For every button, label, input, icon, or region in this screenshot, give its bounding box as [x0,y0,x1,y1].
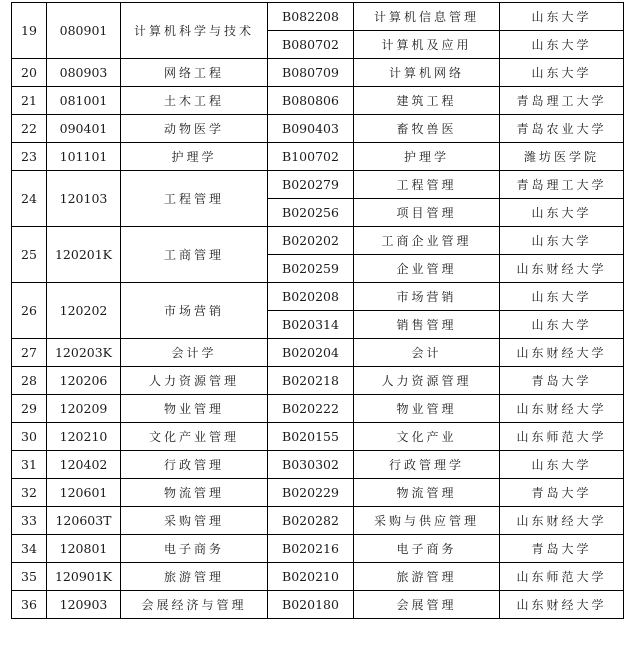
major-code-cell: 120903 [47,591,121,619]
exam-code-cell: B080709 [268,59,354,87]
row-number-cell: 34 [12,535,47,563]
exam-code-cell: B020210 [268,563,354,591]
exam-code-cell: B080806 [268,87,354,115]
table-row [12,87,624,115]
exam-name-cell: 行政管理学 [354,451,500,479]
school-cell: 青岛理工大学 [500,87,624,115]
exam-code-cell: B020229 [268,479,354,507]
major-name-cell: 旅游管理 [121,563,268,591]
school-cell: 山东大学 [500,311,624,339]
major-code-cell: 120901K [47,563,121,591]
major-name-cell: 计算机科学与技术 [121,3,268,59]
school-cell: 山东财经大学 [500,255,624,283]
exam-name-cell: 会展管理 [354,591,500,619]
major-name-cell: 文化产业管理 [121,423,268,451]
table-body [12,3,624,619]
exam-name-cell: 计算机网络 [354,59,500,87]
major-code-cell: 101101 [47,143,121,171]
exam-name-cell: 会计 [354,339,500,367]
table-row [12,591,624,619]
exam-name-cell: 建筑工程 [354,87,500,115]
major-code-cell: 120201K [47,227,121,283]
table-row [12,563,624,591]
row-number-cell: 22 [12,115,47,143]
school-cell: 山东财经大学 [500,591,624,619]
exam-name-cell: 文化产业 [354,423,500,451]
school-cell: 山东大学 [500,3,624,31]
table-row [12,367,624,395]
exam-code-cell: B020218 [268,367,354,395]
major-code-cell: 120209 [47,395,121,423]
school-cell: 山东师范大学 [500,423,624,451]
table-row [12,395,624,423]
major-name-cell: 土木工程 [121,87,268,115]
exam-code-cell: B020279 [268,171,354,199]
exam-code-cell: B090403 [268,115,354,143]
row-number-cell: 25 [12,227,47,283]
major-name-cell: 工商管理 [121,227,268,283]
row-number-cell: 36 [12,591,47,619]
exam-code-cell: B020202 [268,227,354,255]
school-cell: 山东大学 [500,227,624,255]
school-cell: 山东大学 [500,59,624,87]
exam-name-cell: 工程管理 [354,171,500,199]
exam-name-cell: 畜牧兽医 [354,115,500,143]
exam-name-cell: 旅游管理 [354,563,500,591]
major-code-cell: 120210 [47,423,121,451]
table-row [12,451,624,479]
major-name-cell: 护理学 [121,143,268,171]
major-code-cell: 090401 [47,115,121,143]
exam-code-cell: B020204 [268,339,354,367]
major-name-cell: 采购管理 [121,507,268,535]
exam-name-cell: 市场营销 [354,283,500,311]
major-name-cell: 人力资源管理 [121,367,268,395]
exam-code-cell: B020256 [268,199,354,227]
exam-name-cell: 物业管理 [354,395,500,423]
school-cell: 山东财经大学 [500,507,624,535]
school-cell: 山东师范大学 [500,563,624,591]
major-code-cell: 120801 [47,535,121,563]
row-number-cell: 27 [12,339,47,367]
row-number-cell: 32 [12,479,47,507]
table-row [12,479,624,507]
major-code-cell: 080903 [47,59,121,87]
school-cell: 山东大学 [500,199,624,227]
row-number-cell: 28 [12,367,47,395]
row-number-cell: 35 [12,563,47,591]
row-number-cell: 33 [12,507,47,535]
table-row [12,115,624,143]
school-cell: 青岛农业大学 [500,115,624,143]
major-code-cell: 120601 [47,479,121,507]
table-row [12,423,624,451]
exam-code-cell: B020180 [268,591,354,619]
row-number-cell: 31 [12,451,47,479]
exam-name-cell: 采购与供应管理 [354,507,500,535]
school-cell: 山东大学 [500,283,624,311]
major-name-cell: 工程管理 [121,171,268,227]
exam-code-cell: B020222 [268,395,354,423]
exam-name-cell: 电子商务 [354,535,500,563]
row-number-cell: 30 [12,423,47,451]
exam-name-cell: 企业管理 [354,255,500,283]
row-number-cell: 20 [12,59,47,87]
exam-name-cell: 计算机及应用 [354,31,500,59]
exam-code-cell: B020155 [268,423,354,451]
major-code-cell: 120202 [47,283,121,339]
exam-name-cell: 护理学 [354,143,500,171]
major-name-cell: 市场营销 [121,283,268,339]
table-row [12,171,624,199]
table-row [12,507,624,535]
school-cell: 青岛大学 [500,535,624,563]
school-cell: 潍坊医学院 [500,143,624,171]
exam-code-cell: B080702 [268,31,354,59]
school-cell: 山东财经大学 [500,339,624,367]
exam-code-cell: B020259 [268,255,354,283]
major-name-cell: 会展经济与管理 [121,591,268,619]
major-code-cell: 120206 [47,367,121,395]
table-row [12,535,624,563]
school-cell: 青岛理工大学 [500,171,624,199]
row-number-cell: 24 [12,171,47,227]
exam-code-cell: B082208 [268,3,354,31]
exam-code-cell: B020208 [268,283,354,311]
major-code-cell: 081001 [47,87,121,115]
school-cell: 山东财经大学 [500,395,624,423]
major-name-cell: 电子商务 [121,535,268,563]
school-cell: 青岛大学 [500,479,624,507]
exam-name-cell: 计算机信息管理 [354,3,500,31]
major-code-cell: 120103 [47,171,121,227]
exam-code-cell: B020282 [268,507,354,535]
table-row [12,339,624,367]
major-name-cell: 网络工程 [121,59,268,87]
major-code-cell: 120603T [47,507,121,535]
row-number-cell: 29 [12,395,47,423]
exam-code-cell: B030302 [268,451,354,479]
row-number-cell: 23 [12,143,47,171]
exam-name-cell: 项目管理 [354,199,500,227]
exam-name-cell: 工商企业管理 [354,227,500,255]
major-name-cell: 会计学 [121,339,268,367]
major-code-cell: 120402 [47,451,121,479]
school-cell: 山东大学 [500,451,624,479]
row-number-cell: 19 [12,3,47,59]
exam-code-cell: B020314 [268,311,354,339]
table-row [12,59,624,87]
major-mapping-table [11,2,624,619]
exam-code-cell: B020216 [268,535,354,563]
table-row [12,143,624,171]
major-code-cell: 080901 [47,3,121,59]
exam-name-cell: 人力资源管理 [354,367,500,395]
row-number-cell: 21 [12,87,47,115]
major-name-cell: 物流管理 [121,479,268,507]
exam-name-cell: 销售管理 [354,311,500,339]
table-row [12,283,624,311]
major-name-cell: 行政管理 [121,451,268,479]
table-row [12,3,624,31]
major-code-cell: 120203K [47,339,121,367]
major-name-cell: 物业管理 [121,395,268,423]
major-name-cell: 动物医学 [121,115,268,143]
exam-code-cell: B100702 [268,143,354,171]
row-number-cell: 26 [12,283,47,339]
table-row [12,227,624,255]
exam-name-cell: 物流管理 [354,479,500,507]
school-cell: 山东大学 [500,31,624,59]
school-cell: 青岛大学 [500,367,624,395]
